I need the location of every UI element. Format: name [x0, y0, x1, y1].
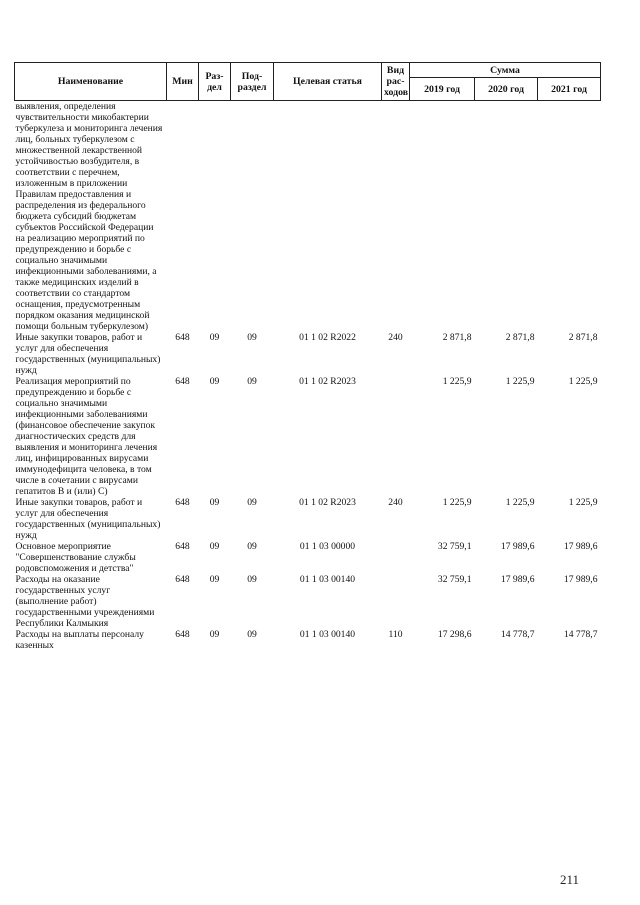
row-min: 648 [175, 574, 190, 585]
header-2021: 2021 год [538, 78, 601, 101]
row-razdel: 09 [209, 376, 220, 387]
table-row [15, 629, 601, 651]
row-min: 648 [175, 541, 190, 552]
table-row [15, 541, 601, 574]
row-name: Иные закупки товаров, работ и услуг для обеспечения государственных (муниципальных) нужд [15, 332, 161, 376]
row-sum-2021: 1 225,9 [568, 376, 598, 387]
row-podrazdel: 09 [247, 629, 257, 640]
row-min [167, 101, 199, 333]
row-razdel: 09 [209, 574, 220, 585]
row-name: Реализация мероприятий по предупреждению и борьбе с социально значимыми инфекционными заболеваниями (финансовое обеспечение закупок диагностических средств для выявления и мониторинга лечения лиц, инфицированных вирусами иммунодефицита человека, в том числе в сочетании с вирусами гепатитов В и (или) С) [15, 376, 158, 497]
header-2019: 2019 год [410, 78, 475, 101]
row-sum-2019: 32 759,1 [437, 541, 472, 552]
row-podrazdel: 09 [247, 497, 257, 508]
row-podrazdel [231, 101, 274, 333]
row-name: Основное мероприятие "Совершенствование службы родовспоможения и детства" [15, 541, 136, 574]
header-podrazdel: Под-раздел [231, 63, 274, 101]
row-celevaya: 01 1 02 R2023 [299, 376, 356, 387]
header-summa: Сумма [410, 63, 601, 78]
row-razdel: 09 [209, 332, 220, 343]
row-podrazdel: 09 [247, 332, 257, 343]
row-min: 648 [175, 332, 190, 343]
row-min: 648 [175, 497, 190, 508]
row-podrazdel: 09 [247, 574, 257, 585]
table-row [15, 101, 601, 333]
row-sum-2019: 2 871,8 [442, 332, 472, 343]
row-sum-2019: 1 225,9 [442, 497, 472, 508]
row-sum-2021: 2 871,8 [568, 332, 598, 343]
table-header [15, 63, 601, 101]
header-name: Наименование [15, 63, 167, 101]
row-vid [382, 541, 410, 574]
row-razdel: 09 [209, 497, 220, 508]
row-name: Иные закупки товаров, работ и услуг для обеспечения государственных (муниципальных) нужд [15, 497, 161, 541]
row-sum-2020: 2 871,8 [505, 332, 535, 343]
row-sum-2019: 32 759,1 [437, 574, 472, 585]
row-sum-2020: 14 778,7 [500, 629, 535, 640]
table-row [15, 497, 601, 541]
row-sum-2020: 1 225,9 [505, 497, 535, 508]
row-sum-2020: 1 225,9 [505, 376, 535, 387]
header-min: Мин [167, 63, 199, 101]
row-sum-2019 [410, 101, 475, 333]
header-2020: 2020 год [475, 78, 538, 101]
row-vid [382, 574, 410, 629]
table-body [15, 101, 601, 652]
row-min: 648 [175, 376, 190, 387]
row-name: выявления, определения чувствительности микобактерии туберкулеза и мониторинга лечения лиц, больных туберкулезом с множественной лекарственной устойчивостью возбудителя, в соответствии с перечнем, изложенным в приложении Правилам предоставления и распределения из федерального бюджета субсидий бюджетам субъектов Российской Федерации на реализацию мероприятий по предупреждению и борьбе с социально значимыми инфекционными заболеваниями, а также медицинских изделий в соответствии со стандартом оснащения, предусмотренным порядком оказания медицинской помощи больным туберкулезом) [15, 101, 163, 332]
row-vid: 240 [388, 497, 403, 508]
row-sum-2020: 17 989,6 [500, 574, 535, 585]
row-celevaya: 01 1 03 00140 [299, 574, 356, 585]
row-sum-2019: 17 298,6 [437, 629, 472, 640]
row-name: Расходы на выплаты персоналу казенных [15, 629, 144, 651]
row-celevaya [274, 101, 382, 333]
table-row [15, 332, 601, 376]
row-razdel: 09 [209, 541, 220, 552]
row-celevaya: 01 1 03 00000 [299, 541, 356, 552]
row-vid: 240 [388, 332, 403, 343]
row-razdel: 09 [209, 629, 220, 640]
row-sum-2019: 1 225,9 [442, 376, 472, 387]
header-vid: Вид рас-ходов [382, 63, 410, 101]
row-sum-2020: 17 989,6 [500, 541, 535, 552]
budget-table [14, 62, 601, 651]
row-sum-2020 [475, 101, 538, 333]
row-razdel [199, 101, 231, 333]
row-sum-2021: 14 778,7 [563, 629, 598, 640]
row-celevaya: 01 1 02 R2023 [299, 497, 356, 508]
row-celevaya: 01 1 02 R2022 [299, 332, 356, 343]
row-min: 648 [175, 629, 190, 640]
row-vid [382, 376, 410, 497]
row-sum-2021: 1 225,9 [568, 497, 598, 508]
row-celevaya: 01 1 03 00140 [299, 629, 356, 640]
row-sum-2021 [538, 101, 601, 333]
row-podrazdel: 09 [247, 541, 257, 552]
page-number: 211 [560, 872, 580, 887]
header-celevaya: Целевая статья [274, 63, 382, 101]
row-sum-2021: 17 989,6 [563, 541, 598, 552]
table-row [15, 574, 601, 629]
header-razdel: Раз-дел [199, 63, 231, 101]
table-row [15, 376, 601, 497]
row-vid: 110 [388, 629, 403, 640]
row-vid [382, 101, 410, 333]
row-podrazdel: 09 [247, 376, 257, 387]
row-name: Расходы на оказание государственных услуг (выполнение работ) государственными учреждениями Республики Калмыкия [15, 574, 155, 629]
row-sum-2021: 17 989,6 [563, 574, 598, 585]
